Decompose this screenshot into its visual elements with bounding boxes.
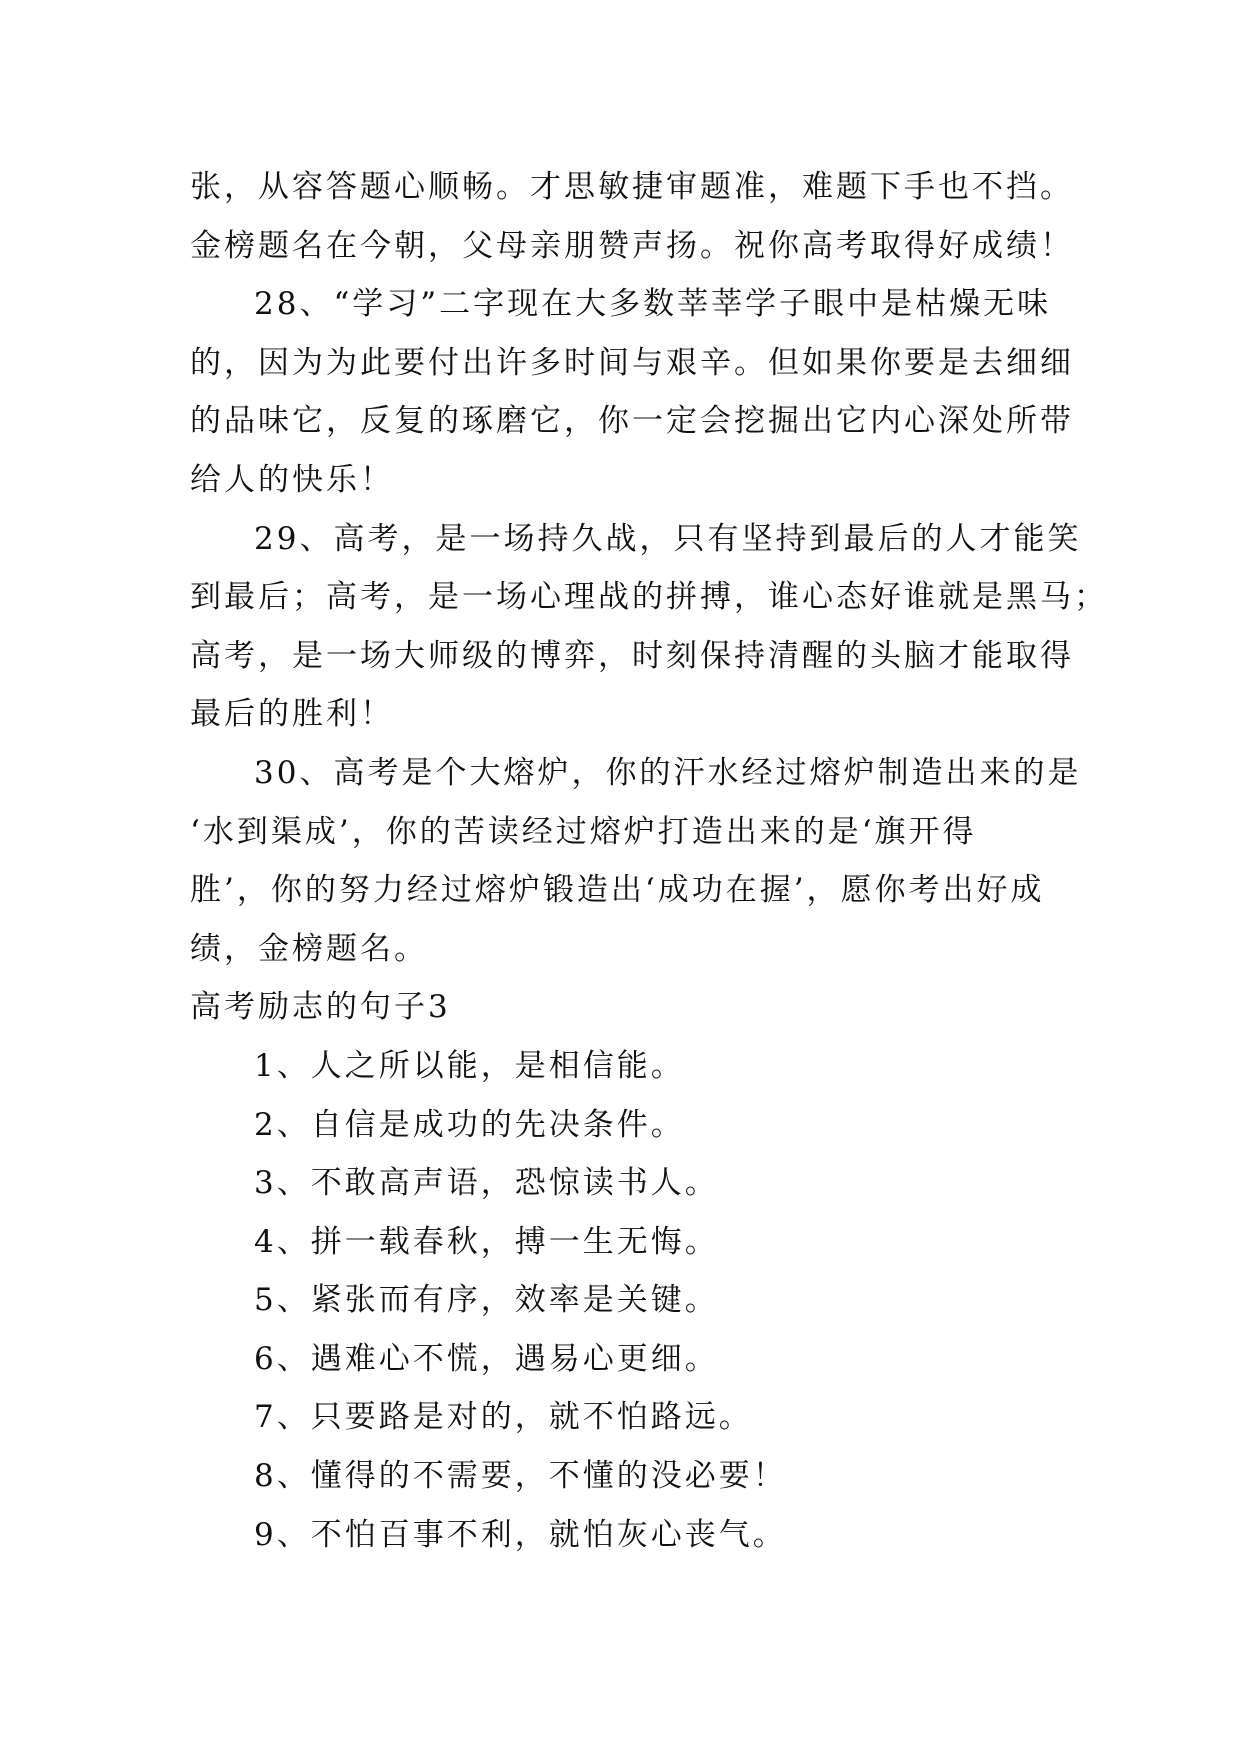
document-body [190, 158, 1108, 1564]
list-item: 9、不怕百事不利，就怕灰心丧气。 [254, 1516, 787, 1553]
list-item: 2、自信是成功的先决条件。 [254, 1106, 685, 1143]
paragraph-29-start: 29、高考，是一场持久战，只有坚持到最后的人才能笑 [254, 520, 1082, 557]
list-item: 5、紧张而有序，效率是关键。 [254, 1282, 719, 1319]
text-line: 到最后；高考，是一场心理战的拼搏，谁心态好谁就是黑马； [190, 579, 1108, 616]
text-line: 给人的快乐！ [190, 461, 394, 498]
paragraph-28-start: 28、“学习”二字现在大多数莘莘学子眼中是枯燥无味 [254, 286, 1052, 323]
list-item: 8、懂得的不需要，不懂的没必要！ [254, 1458, 787, 1495]
text-line: 最后的胜利！ [190, 696, 394, 733]
text-line: 的，因为为此要付出许多时间与艰辛。但如果你要是去细细 [190, 344, 1074, 381]
list-item: 4、拼一载春秋，搏一生无悔。 [254, 1223, 719, 1260]
list-item: 1、人之所以能，是相信能。 [254, 1047, 685, 1084]
text-line: 高考，是一场大师级的博弈，时刻保持清醒的头脑才能取得 [190, 637, 1074, 674]
text-line: 张，从容答题心顺畅。才思敏捷审题准，难题下手也不挡。 [190, 169, 1074, 205]
section-heading: 高考励志的句子3 [190, 989, 451, 1026]
list-item: 6、遇难心不慌，遇易心更细。 [254, 1340, 719, 1377]
paragraph-30-start: 30、高考是个大熔炉，你的汗水经过熔炉制造出来的是 [254, 754, 1082, 791]
text-line: 胜’，你的努力经过熔炉锻造出‘成功在握’，愿你考出好成 [190, 872, 1045, 909]
list-item: 3、不敢高声语，恐惊读书人。 [254, 1165, 719, 1202]
text-line: 绩，金榜题名。 [190, 930, 428, 967]
text-line: 金榜题名在今朝，父母亲朋赞声扬。祝你高考取得好成绩！ [190, 227, 1074, 264]
list-item: 7、只要路是对的，就不怕路远。 [254, 1399, 753, 1436]
text-line: ‘水到渠成’，你的苦读经过熔炉打造出来的是‘旗开得 [190, 813, 977, 850]
text-line: 的品味它，反复的琢磨它，你一定会挖掘出它内心深处所带 [190, 403, 1074, 440]
